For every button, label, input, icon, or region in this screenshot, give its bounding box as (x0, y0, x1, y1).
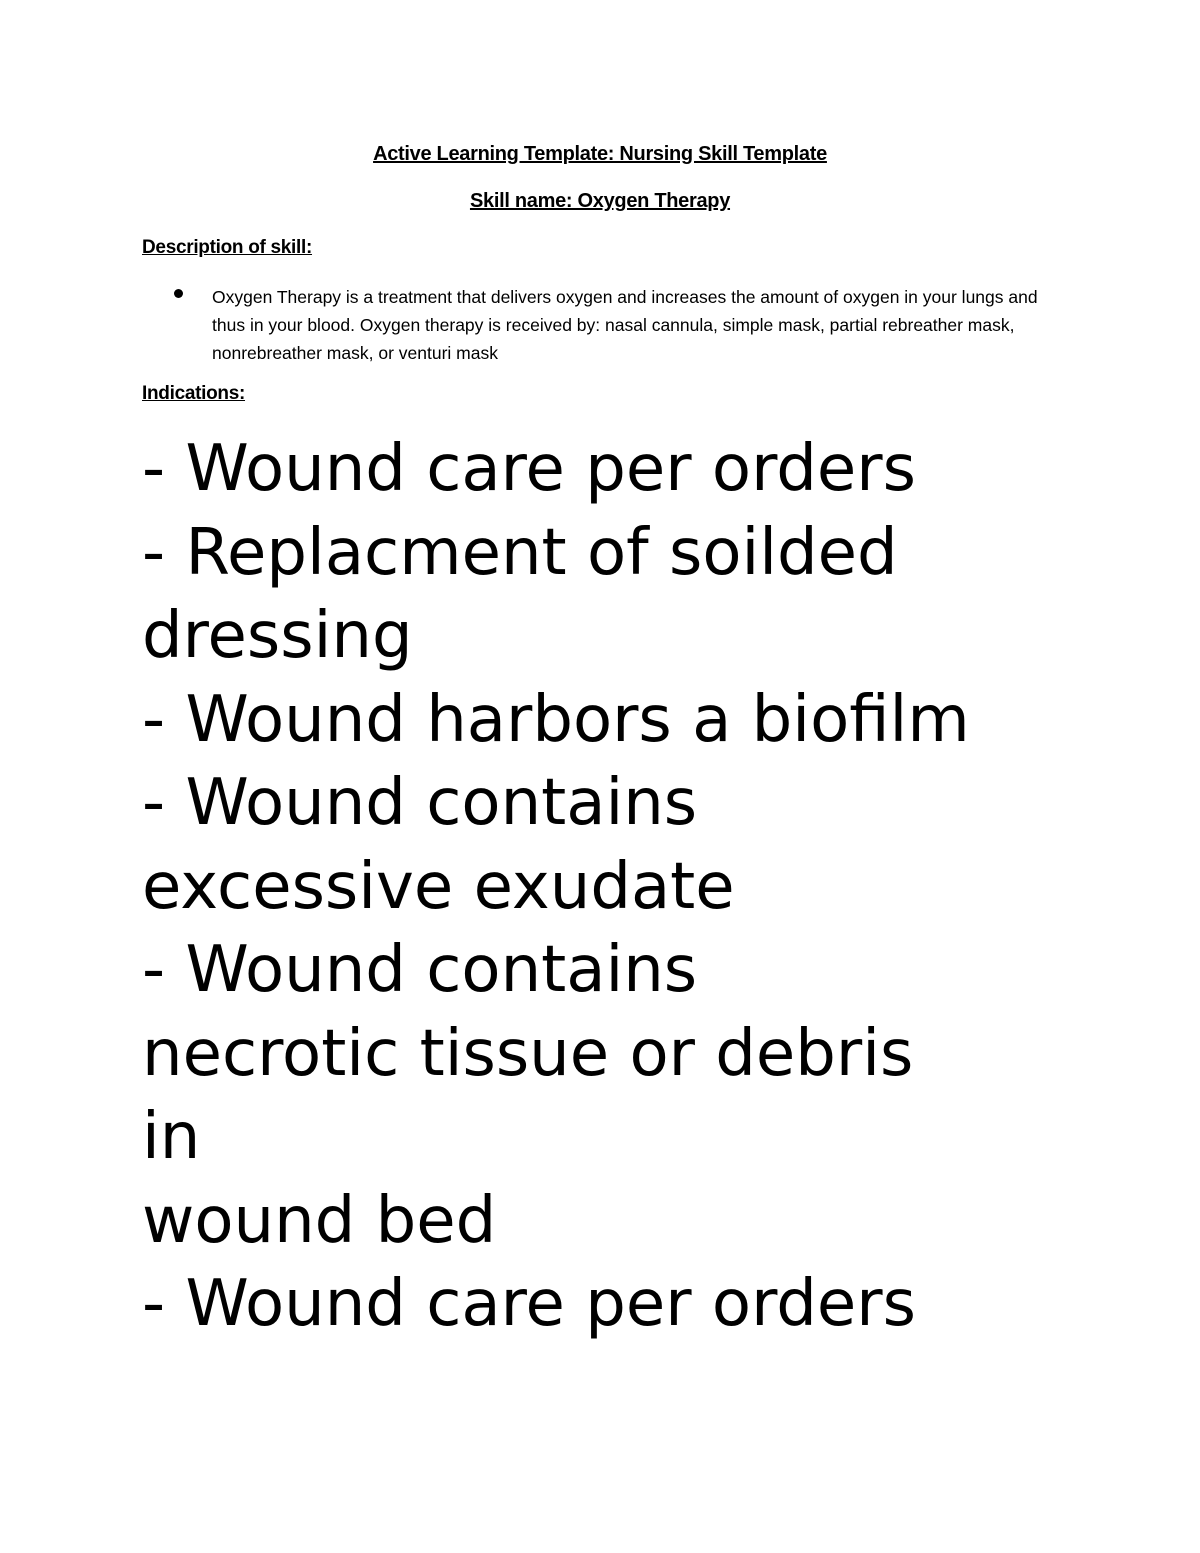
indications-text-block (142, 428, 1182, 1347)
indication-line: necrotic tissue or debris (142, 1016, 914, 1091)
description-list (142, 283, 1062, 367)
indication-line: - Wound care per orders (142, 1267, 916, 1341)
indication-line: - Wound contains (142, 766, 698, 840)
indication-line: in (142, 1100, 201, 1174)
indication-line: wound bed (142, 1183, 497, 1258)
bullet-icon (174, 289, 183, 298)
skill-name: Skill name: Oxygen Therapy (469, 190, 731, 212)
indication-line: - Wound contains (142, 933, 698, 1007)
indications-heading: Indications: (142, 383, 246, 404)
description-bullet (142, 283, 1062, 367)
description-text: Oxygen Therapy is a treatment that delivers oxygen and increases the amount of oxygen in your lungs and thus in your blood. Oxygen therapy is received by: nasal cannula, simple mask, partial rebreather mask, nonrebreather mask, or venturi mask (212, 287, 1038, 363)
indication-line: excessive exudate (142, 849, 735, 924)
indication-line: dressing (142, 599, 413, 673)
document-title: Active Learning Template: Nursing Skill Template (373, 143, 827, 165)
indication-line: - Wound care per orders (142, 432, 916, 506)
indication-line: - Wound harbors a biofilm (142, 682, 970, 757)
description-heading: Description of skill: (142, 237, 313, 258)
indication-line: - Replacment of soilded (142, 515, 898, 590)
